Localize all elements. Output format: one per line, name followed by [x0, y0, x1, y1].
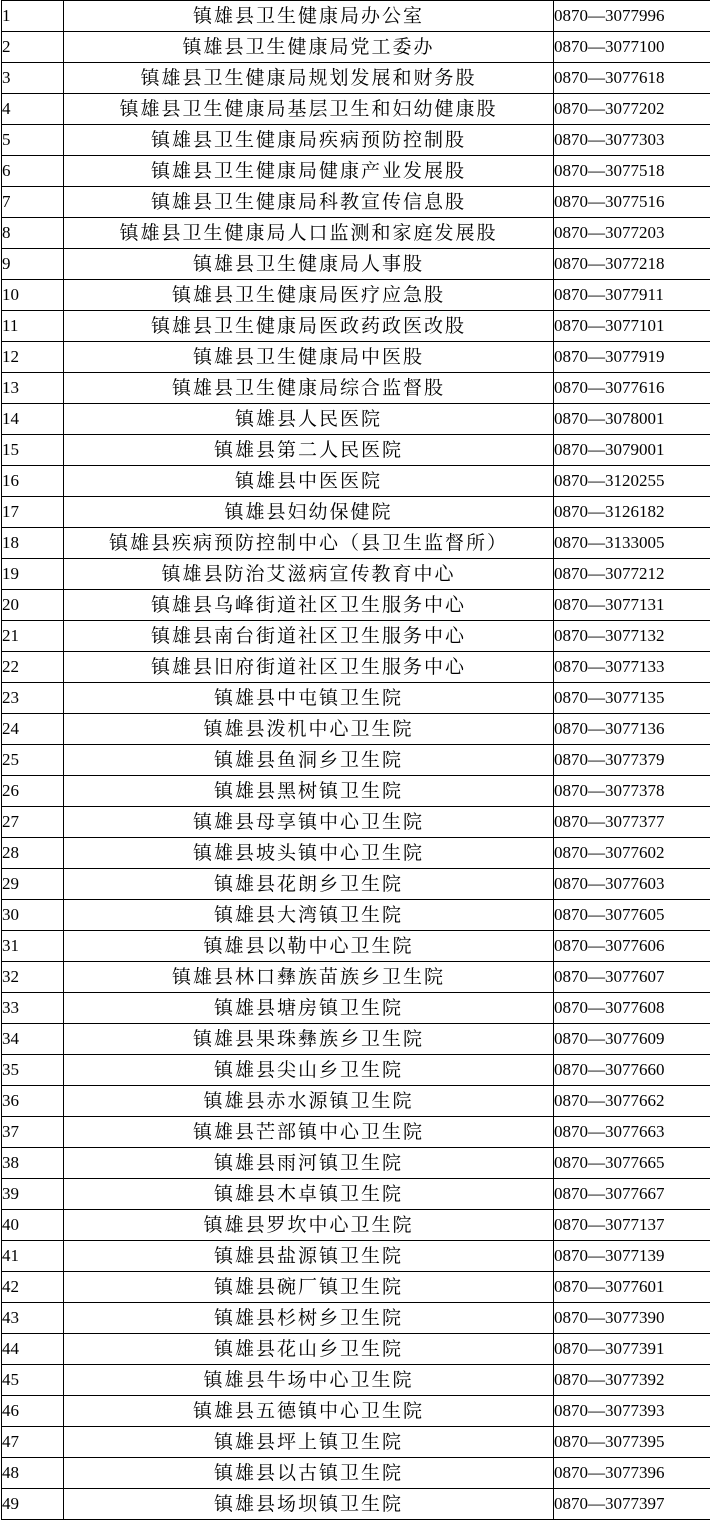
organization-name: 镇雄县林口彝族苗族乡卫生院: [64, 962, 554, 993]
phone-number: 0870—3077919: [554, 342, 710, 373]
row-number: 32: [2, 962, 64, 993]
phone-number: 0870—3077618: [554, 63, 710, 94]
organization-name: 镇雄县芒部镇中心卫生院: [64, 1117, 554, 1148]
table-row: [2, 1148, 710, 1179]
phone-number: 0870—3077911: [554, 280, 710, 311]
table-row: [2, 218, 710, 249]
table-row: [2, 249, 710, 280]
organization-name: 镇雄县五德镇中心卫生院: [64, 1396, 554, 1427]
organization-name: 镇雄县赤水源镇卫生院: [64, 1086, 554, 1117]
organization-name: 镇雄县旧府街道社区卫生服务中心: [64, 652, 554, 683]
organization-name: 镇雄县卫生健康局医疗应急股: [64, 280, 554, 311]
contact-directory-table: [1, 0, 710, 1520]
row-number: 20: [2, 590, 64, 621]
phone-number: 0870—3077137: [554, 1210, 710, 1241]
organization-name: 镇雄县妇幼保健院: [64, 497, 554, 528]
phone-number: 0870—3077135: [554, 683, 710, 714]
row-number: 45: [2, 1365, 64, 1396]
organization-name: 镇雄县卫生健康局医政药政医改股: [64, 311, 554, 342]
row-number: 9: [2, 249, 64, 280]
row-number: 31: [2, 931, 64, 962]
table-row: [2, 900, 710, 931]
phone-number: 0870—3077378: [554, 776, 710, 807]
table-row: [2, 1, 710, 32]
organization-name: 镇雄县乌峰街道社区卫生服务中心: [64, 590, 554, 621]
phone-number: 0870—3077390: [554, 1303, 710, 1334]
table-row: [2, 838, 710, 869]
table-row: [2, 559, 710, 590]
organization-name: 镇雄县以勒中心卫生院: [64, 931, 554, 962]
phone-number: 0870—3077139: [554, 1241, 710, 1272]
phone-number: 0870—3077136: [554, 714, 710, 745]
row-number: 16: [2, 466, 64, 497]
organization-name: 镇雄县木卓镇卫生院: [64, 1179, 554, 1210]
phone-number: 0870—3077996: [554, 1, 710, 32]
phone-number: 0870—3126182: [554, 497, 710, 528]
row-number: 37: [2, 1117, 64, 1148]
phone-number: 0870—3077132: [554, 621, 710, 652]
row-number: 26: [2, 776, 64, 807]
phone-number: 0870—3077377: [554, 807, 710, 838]
table-row: [2, 32, 710, 63]
phone-number: 0870—3077516: [554, 187, 710, 218]
phone-number: 0870—3077131: [554, 590, 710, 621]
table-body: [2, 1, 710, 1520]
table-row: [2, 94, 710, 125]
organization-name: 镇雄县卫生健康局健康产业发展股: [64, 156, 554, 187]
phone-number: 0870—3077616: [554, 373, 710, 404]
phone-number: 0870—3077660: [554, 1055, 710, 1086]
organization-name: 镇雄县黑树镇卫生院: [64, 776, 554, 807]
organization-name: 镇雄县尖山乡卫生院: [64, 1055, 554, 1086]
row-number: 29: [2, 869, 64, 900]
table-row: [2, 1117, 710, 1148]
phone-number: 0870—3077607: [554, 962, 710, 993]
row-number: 49: [2, 1489, 64, 1520]
organization-name: 镇雄县塘房镇卫生院: [64, 993, 554, 1024]
row-number: 41: [2, 1241, 64, 1272]
table-row: [2, 621, 710, 652]
organization-name: 镇雄县以古镇卫生院: [64, 1458, 554, 1489]
organization-name: 镇雄县卫生健康局科教宣传信息股: [64, 187, 554, 218]
organization-name: 镇雄县泼机中心卫生院: [64, 714, 554, 745]
phone-number: 0870—3077218: [554, 249, 710, 280]
row-number: 14: [2, 404, 64, 435]
table-row: [2, 373, 710, 404]
row-number: 35: [2, 1055, 64, 1086]
row-number: 44: [2, 1334, 64, 1365]
organization-name: 镇雄县罗坎中心卫生院: [64, 1210, 554, 1241]
table-row: [2, 1365, 710, 1396]
row-number: 27: [2, 807, 64, 838]
phone-number: 0870—3077518: [554, 156, 710, 187]
row-number: 5: [2, 125, 64, 156]
table-row: [2, 1086, 710, 1117]
phone-number: 0870—3077609: [554, 1024, 710, 1055]
phone-number: 0870—3120255: [554, 466, 710, 497]
table-row: [2, 931, 710, 962]
row-number: 38: [2, 1148, 64, 1179]
organization-name: 镇雄县中医医院: [64, 466, 554, 497]
phone-number: 0870—3077133: [554, 652, 710, 683]
row-number: 2: [2, 32, 64, 63]
phone-number: 0870—3077391: [554, 1334, 710, 1365]
organization-name: 镇雄县盐源镇卫生院: [64, 1241, 554, 1272]
row-number: 4: [2, 94, 64, 125]
row-number: 19: [2, 559, 64, 590]
row-number: 34: [2, 1024, 64, 1055]
table-row: [2, 1210, 710, 1241]
organization-name: 镇雄县雨河镇卫生院: [64, 1148, 554, 1179]
row-number: 7: [2, 187, 64, 218]
row-number: 21: [2, 621, 64, 652]
organization-name: 镇雄县杉树乡卫生院: [64, 1303, 554, 1334]
organization-name: 镇雄县卫生健康局中医股: [64, 342, 554, 373]
table-row: [2, 1303, 710, 1334]
row-number: 47: [2, 1427, 64, 1458]
table-row: [2, 404, 710, 435]
organization-name: 镇雄县坪上镇卫生院: [64, 1427, 554, 1458]
row-number: 13: [2, 373, 64, 404]
phone-number: 0870—3077606: [554, 931, 710, 962]
row-number: 12: [2, 342, 64, 373]
row-number: 18: [2, 528, 64, 559]
phone-number: 0870—3077100: [554, 32, 710, 63]
phone-number: 0870—3077665: [554, 1148, 710, 1179]
phone-number: 0870—3077203: [554, 218, 710, 249]
organization-name: 镇雄县疾病预防控制中心（县卫生监督所）: [64, 528, 554, 559]
row-number: 40: [2, 1210, 64, 1241]
organization-name: 镇雄县防治艾滋病宣传教育中心: [64, 559, 554, 590]
row-number: 24: [2, 714, 64, 745]
table-row: [2, 962, 710, 993]
phone-number: 0870—3077605: [554, 900, 710, 931]
row-number: 39: [2, 1179, 64, 1210]
table-row: [2, 342, 710, 373]
phone-number: 0870—3077212: [554, 559, 710, 590]
organization-name: 镇雄县大湾镇卫生院: [64, 900, 554, 931]
row-number: 46: [2, 1396, 64, 1427]
organization-name: 镇雄县花朗乡卫生院: [64, 869, 554, 900]
table-row: [2, 1272, 710, 1303]
table-row: [2, 745, 710, 776]
phone-number: 0870—3077667: [554, 1179, 710, 1210]
phone-number: 0870—3077396: [554, 1458, 710, 1489]
phone-number: 0870—3077393: [554, 1396, 710, 1427]
row-number: 1: [2, 1, 64, 32]
table-row: [2, 311, 710, 342]
table-row: [2, 466, 710, 497]
row-number: 30: [2, 900, 64, 931]
row-number: 36: [2, 1086, 64, 1117]
row-number: 6: [2, 156, 64, 187]
phone-number: 0870—3077601: [554, 1272, 710, 1303]
organization-name: 镇雄县卫生健康局人口监测和家庭发展股: [64, 218, 554, 249]
organization-name: 镇雄县第二人民医院: [64, 435, 554, 466]
phone-number: 0870—3077397: [554, 1489, 710, 1520]
organization-name: 镇雄县中屯镇卫生院: [64, 683, 554, 714]
table-row: [2, 807, 710, 838]
phone-number: 0870—3077101: [554, 311, 710, 342]
table-row: [2, 1241, 710, 1272]
row-number: 17: [2, 497, 64, 528]
table-row: [2, 869, 710, 900]
phone-number: 0870—3077395: [554, 1427, 710, 1458]
organization-name: 镇雄县牛场中心卫生院: [64, 1365, 554, 1396]
table-row: [2, 528, 710, 559]
row-number: 43: [2, 1303, 64, 1334]
organization-name: 镇雄县鱼洞乡卫生院: [64, 745, 554, 776]
organization-name: 镇雄县卫生健康局规划发展和财务股: [64, 63, 554, 94]
row-number: 48: [2, 1458, 64, 1489]
phone-number: 0870—3077202: [554, 94, 710, 125]
table-row: [2, 714, 710, 745]
table-row: [2, 1024, 710, 1055]
row-number: 42: [2, 1272, 64, 1303]
phone-number: 0870—3077663: [554, 1117, 710, 1148]
organization-name: 镇雄县卫生健康局疾病预防控制股: [64, 125, 554, 156]
phone-number: 0870—3078001: [554, 404, 710, 435]
phone-number: 0870—3133005: [554, 528, 710, 559]
row-number: 8: [2, 218, 64, 249]
table-row: [2, 652, 710, 683]
phone-number: 0870—3077603: [554, 869, 710, 900]
table-row: [2, 435, 710, 466]
row-number: 10: [2, 280, 64, 311]
phone-number: 0870—3077303: [554, 125, 710, 156]
organization-name: 镇雄县花山乡卫生院: [64, 1334, 554, 1365]
table-row: [2, 187, 710, 218]
table-row: [2, 1427, 710, 1458]
table-row: [2, 1334, 710, 1365]
table-row: [2, 590, 710, 621]
table-row: [2, 776, 710, 807]
table-row: [2, 125, 710, 156]
organization-name: 镇雄县果珠彝族乡卫生院: [64, 1024, 554, 1055]
row-number: 28: [2, 838, 64, 869]
row-number: 15: [2, 435, 64, 466]
row-number: 22: [2, 652, 64, 683]
organization-name: 镇雄县卫生健康局基层卫生和妇幼健康股: [64, 94, 554, 125]
row-number: 11: [2, 311, 64, 342]
phone-number: 0870—3077608: [554, 993, 710, 1024]
table-row: [2, 63, 710, 94]
organization-name: 镇雄县卫生健康局综合监督股: [64, 373, 554, 404]
row-number: 23: [2, 683, 64, 714]
organization-name: 镇雄县场坝镇卫生院: [64, 1489, 554, 1520]
phone-number: 0870—3077379: [554, 745, 710, 776]
organization-name: 镇雄县卫生健康局人事股: [64, 249, 554, 280]
phone-number: 0870—3077662: [554, 1086, 710, 1117]
phone-number: 0870—3077602: [554, 838, 710, 869]
row-number: 3: [2, 63, 64, 94]
table-row: [2, 280, 710, 311]
table-row: [2, 683, 710, 714]
organization-name: 镇雄县卫生健康局办公室: [64, 1, 554, 32]
organization-name: 镇雄县碗厂镇卫生院: [64, 1272, 554, 1303]
organization-name: 镇雄县卫生健康局党工委办: [64, 32, 554, 63]
table-row: [2, 1055, 710, 1086]
table-row: [2, 1458, 710, 1489]
phone-number: 0870—3077392: [554, 1365, 710, 1396]
table-row: [2, 1489, 710, 1520]
row-number: 25: [2, 745, 64, 776]
table-row: [2, 993, 710, 1024]
table-row: [2, 1179, 710, 1210]
organization-name: 镇雄县坡头镇中心卫生院: [64, 838, 554, 869]
organization-name: 镇雄县南台街道社区卫生服务中心: [64, 621, 554, 652]
table-row: [2, 1396, 710, 1427]
row-number: 33: [2, 993, 64, 1024]
table-row: [2, 497, 710, 528]
organization-name: 镇雄县母享镇中心卫生院: [64, 807, 554, 838]
phone-number: 0870—3079001: [554, 435, 710, 466]
organization-name: 镇雄县人民医院: [64, 404, 554, 435]
table-row: [2, 156, 710, 187]
